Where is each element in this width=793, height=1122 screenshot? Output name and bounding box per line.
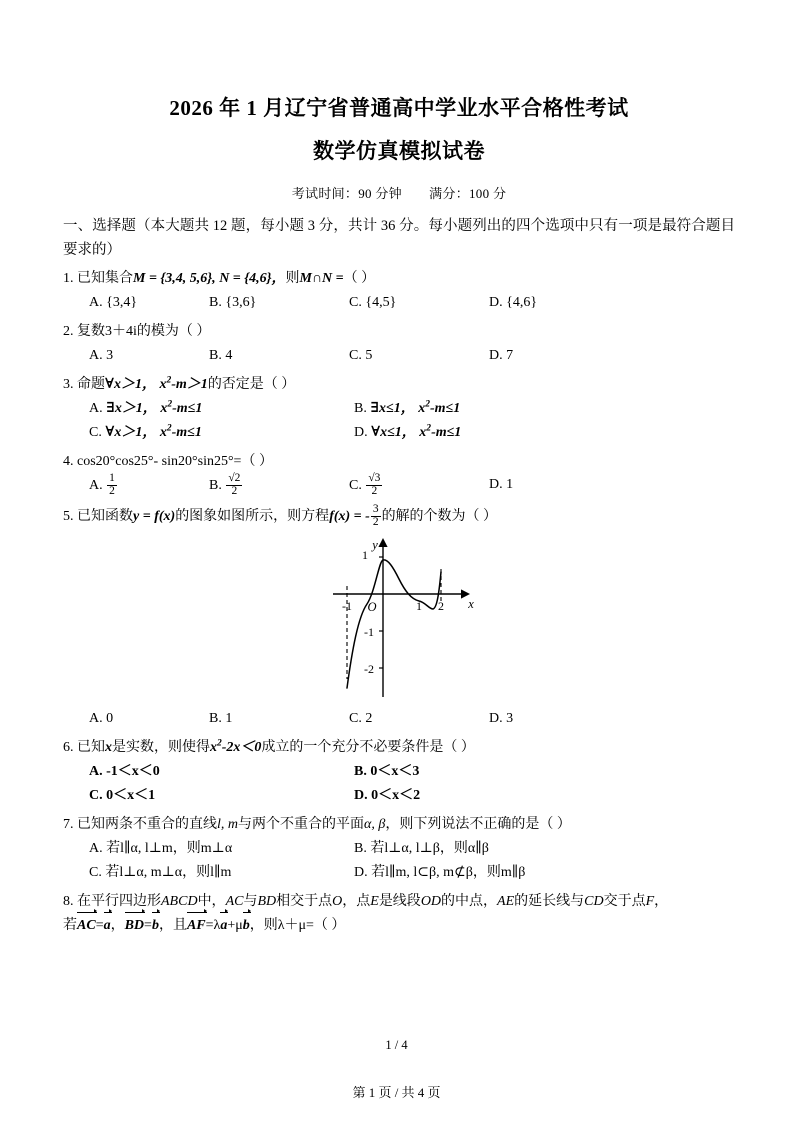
question-6	[63, 737, 735, 808]
question-7-text-1: 已知两条不重合的直线	[77, 817, 217, 833]
question-1-text: 已知集合	[77, 271, 133, 287]
option-b[interactable]: B. 0＜x＜3	[354, 763, 420, 779]
question-1-options	[63, 291, 735, 315]
footer-page-number: 1 / 4	[385, 1038, 408, 1052]
question-8-number: 8.	[63, 893, 74, 909]
option-a[interactable]: A. {3,4}	[89, 295, 138, 311]
option-d[interactable]: D. 0＜x＜2	[354, 787, 421, 803]
fraction-three-halves: $\frac{3}{2}$	[372, 503, 379, 529]
exam-duration: 考试时间：90 分钟	[291, 186, 402, 202]
question-3-text: 命题	[77, 376, 105, 392]
question-3-options-row-2	[63, 421, 735, 445]
option-b[interactable]: B. 4	[209, 347, 233, 363]
vector-af: AF	[187, 914, 206, 938]
fraction-root3-over-2: $\frac{√3}{2}$	[368, 472, 381, 498]
option-d[interactable]: D. 1	[489, 477, 514, 493]
option-a[interactable]: A. 3	[89, 347, 114, 363]
vector-a-2: a	[220, 914, 227, 938]
question-3-options-row-1	[63, 397, 735, 421]
question-8-stem-line-1: 8. 在平行四边形ABCD中，AC与BD相交于点O，点E是线段OD的中点，AE的延长线与CD交于点F，	[63, 893, 669, 909]
question-2	[63, 321, 735, 368]
question-7	[63, 814, 735, 885]
footer-page-label: 第 1 页 / 共 4 页	[352, 1085, 441, 1100]
question-1-set-n: N = {4,6}，	[219, 271, 286, 287]
option-c[interactable]: C. {4,5}	[349, 295, 397, 311]
question-7-stem	[63, 814, 735, 837]
question-7-lines: l, m	[217, 817, 238, 833]
question-3-stem: 3. 命题∀x＞1， $x^2-m>1$的否定是（ ）	[63, 375, 296, 392]
question-5-figure-wrap	[63, 531, 735, 707]
question-5-text-2: 的图象如图所示，则方程	[175, 509, 330, 525]
question-5-text-3: 的解的个数为（ ）	[381, 509, 498, 525]
question-8-parallelogram: ABCD	[161, 893, 198, 909]
option-c[interactable]: C. 2	[349, 711, 373, 727]
option-d[interactable]: D. 若l∥m, l⊂β, m⊄β，则m∥β	[354, 864, 526, 880]
option-c[interactable]: C. 5	[349, 347, 373, 363]
question-6-options-row-1	[63, 760, 735, 784]
option-a[interactable]: A. ∃x＞1， $x^2-m\le 1$	[89, 398, 203, 416]
option-a[interactable]: A. $\frac{1}{2}$	[89, 472, 115, 498]
origin-label: O	[367, 600, 377, 615]
question-2-options	[63, 344, 735, 368]
vector-b-2: b	[243, 914, 250, 938]
question-6-options-row-2	[63, 784, 735, 808]
question-5-stem	[63, 504, 735, 529]
question-3-inequality: $x^2$	[159, 375, 172, 392]
page-content	[63, 0, 735, 937]
question-7-planes: α, β	[364, 817, 386, 833]
y-tick-label-neg2: -2	[364, 662, 374, 677]
question-2-number: 2.	[63, 324, 74, 340]
question-6-var: x	[105, 740, 112, 756]
question-1-expr: M∩N =	[299, 271, 344, 287]
question-7-number: 7.	[63, 817, 74, 833]
page-subtitle: 数学仿真模拟试卷	[313, 139, 485, 164]
question-1-stem	[63, 268, 735, 291]
question-1-number: 1.	[63, 271, 74, 287]
exam-info	[63, 183, 735, 202]
option-c[interactable]: C. 若l⊥α, m⊥α，则l∥m	[89, 864, 232, 880]
fraction-one-half: $\frac{1}{2}$	[109, 472, 115, 498]
y-tick-label-neg1: -1	[364, 625, 374, 640]
question-1-text-2: 则	[285, 271, 300, 287]
y-axis-label: y	[372, 538, 378, 553]
option-b[interactable]: B. 若l⊥α, l⊥β，则α∥β	[354, 840, 489, 856]
question-6-number: 6.	[63, 740, 74, 756]
option-d[interactable]: D. ∀x≤1， $x^2-m\le 1$	[354, 422, 462, 440]
question-7-options-row-2	[63, 861, 735, 885]
question-2-stem	[63, 321, 735, 344]
option-b[interactable]: B. ∃x≤1， $x^2-m\le 1$	[354, 398, 461, 416]
question-8-stem-line-2: 若AC=a，BD=b，且AF=λa+μb，则λ＋μ=（ ）	[63, 914, 735, 938]
exam-full-marks: 满分：100 分	[429, 186, 507, 202]
question-7-text-2: 与两个不重合的平面	[238, 817, 364, 833]
question-3	[63, 374, 735, 445]
function-curve	[347, 560, 441, 688]
question-6-expr: -2x＜0	[221, 740, 262, 756]
x-tick-label-1: 1	[416, 599, 422, 614]
question-6-text-3: 成立的一个充分不必要条件是（ ）	[261, 740, 475, 756]
fraction-root2-over-2: $\frac{√2}{2}$	[228, 472, 241, 498]
question-3-condition: x＞1，	[113, 376, 156, 392]
option-d[interactable]: D. {4,6}	[489, 295, 538, 311]
option-d[interactable]: D. 3	[489, 711, 514, 727]
question-4-text: cos20°cos25°- sin20°sin25°=（ ）	[77, 453, 273, 469]
option-c[interactable]: C. 0＜x＜1	[89, 787, 156, 803]
vector-b: b	[152, 914, 159, 938]
option-b[interactable]: B. {3,6}	[209, 295, 257, 311]
question-4-number: 4.	[63, 453, 74, 469]
option-d[interactable]: D. 7	[489, 347, 514, 363]
x-tick-label-2: 2	[438, 599, 444, 614]
option-a[interactable]: A. 0	[89, 711, 114, 727]
question-6-text-1: 已知	[77, 740, 105, 756]
question-5-function: y = f(x)	[133, 509, 176, 525]
question-4-stem	[63, 451, 735, 474]
function-graph-svg	[325, 531, 475, 703]
option-c[interactable]: C. $\frac{√3}{2}$	[349, 472, 381, 498]
vector-a: a	[104, 914, 111, 938]
question-3-quantifier: ∀	[105, 376, 114, 392]
question-1-paren: （ ）	[343, 271, 376, 287]
question-6-text-2: 是实数，则使得	[112, 740, 210, 756]
vector-bd: BD	[125, 914, 144, 938]
option-b[interactable]: B. 1	[209, 711, 233, 727]
question-2-text: 复数3＋4i的模为（ ）	[77, 324, 211, 340]
question-6-stem: 6. 已知x是实数，则使得$x^2-2x<0$成立的一个充分不必要条件是（ ）	[63, 738, 475, 756]
y-tick-label-1: 1	[362, 548, 368, 563]
option-b[interactable]: B. $\frac{√2}{2}$	[209, 472, 241, 498]
question-5-text-1: 已知函数	[77, 509, 133, 525]
option-a[interactable]: A. -1＜x＜0	[89, 763, 160, 779]
option-c[interactable]: C. ∀x＞1， $x^2-m\le 1$	[89, 422, 202, 440]
question-1	[63, 268, 735, 315]
y-axis-arrow	[378, 538, 387, 547]
question-3-number: 3.	[63, 376, 74, 392]
x-axis-label: x	[468, 597, 474, 612]
question-7-options-row-1	[63, 837, 735, 861]
question-3-tail: 的否定是（ ）	[207, 376, 296, 392]
section-heading: 一、选择题（本大题共 12 题，每小题 3 分，共计 36 分。每小题列出的四个选项中只有一项是最符合题目要求的）	[63, 218, 735, 258]
x-tick-label-neg1: -1	[342, 599, 352, 614]
question-5-number: 5.	[63, 509, 74, 525]
question-4-options	[63, 473, 735, 498]
function-graph-figure	[325, 531, 475, 711]
option-a[interactable]: A. 若l∥α, l⊥m，则m⊥α	[89, 840, 233, 856]
vector-ac: AC	[77, 914, 96, 938]
question-5-equation: f(x) = -	[329, 509, 370, 525]
question-5	[63, 504, 735, 731]
question-7-text-3: ，则下列说法不正确的是（ ）	[385, 817, 571, 833]
question-4	[63, 451, 735, 499]
question-8	[63, 891, 735, 937]
page-title: 2026 年 1 月辽宁省普通高中学业水平合格性考试	[169, 96, 629, 120]
question-1-set-m: M = {3,4, 5,6},	[133, 271, 216, 287]
